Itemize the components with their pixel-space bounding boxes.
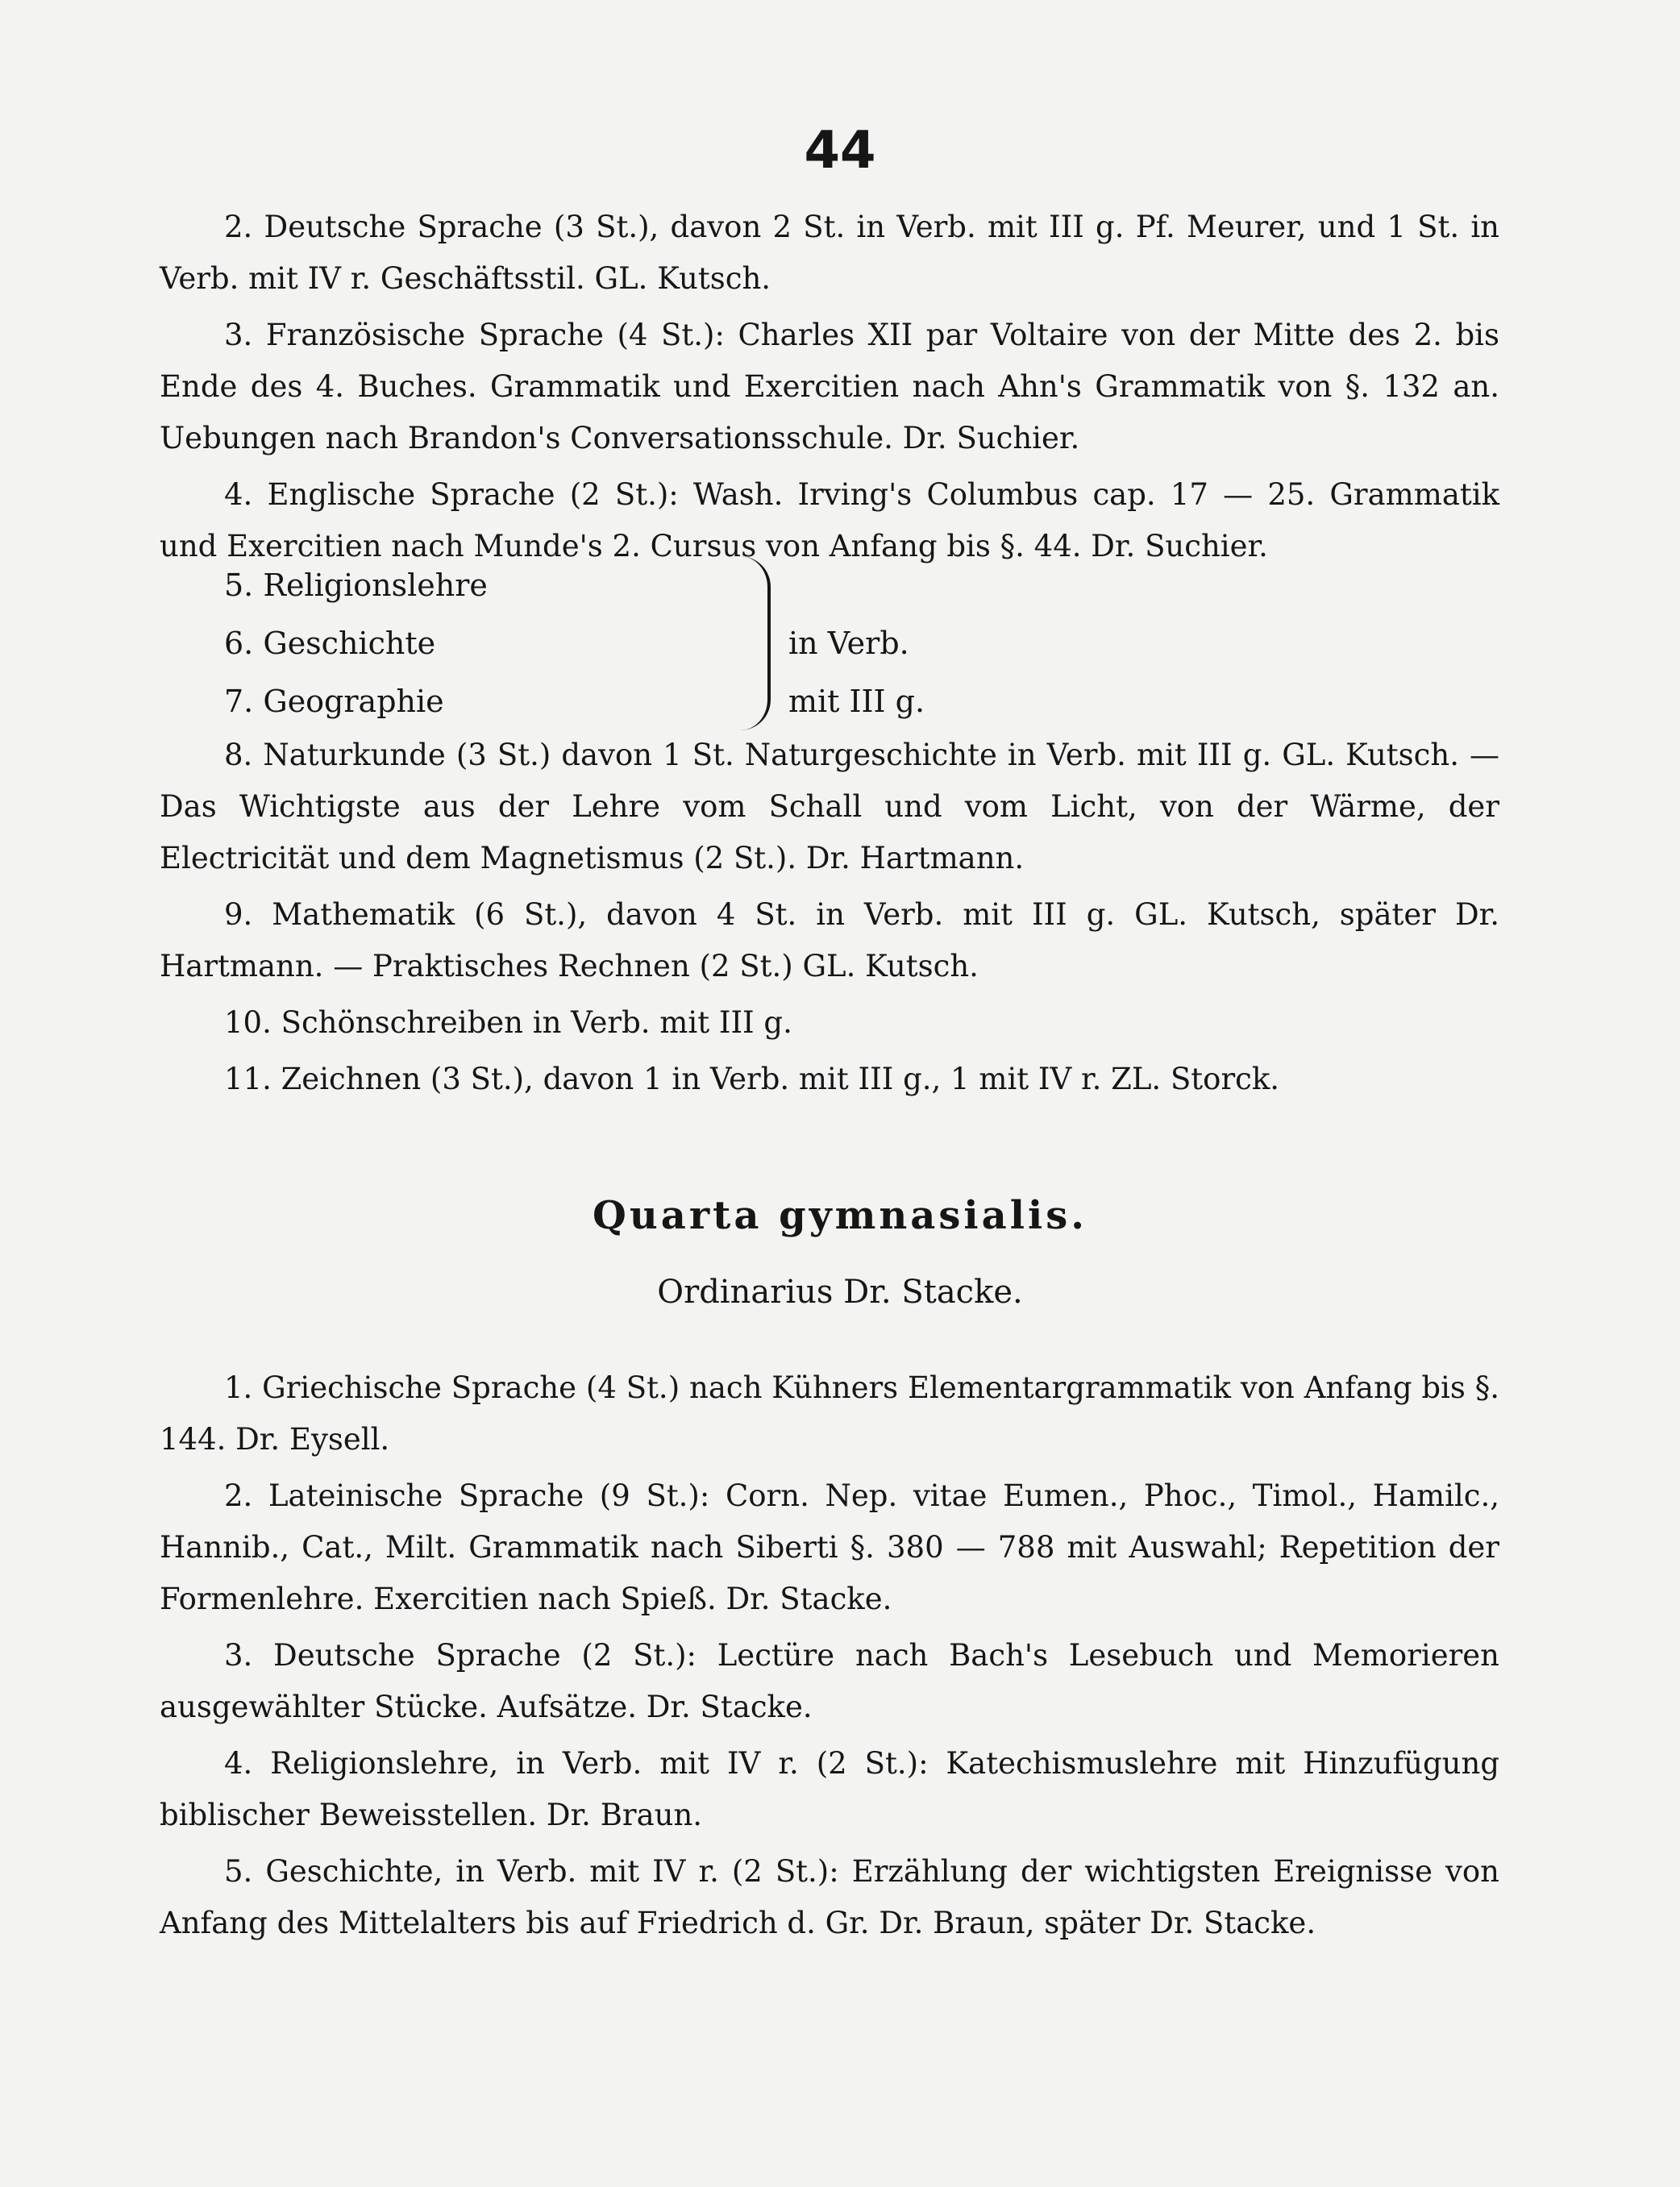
list-item: 7. Geographie — [224, 684, 444, 719]
list-item: 4. Englische Sprache (2 St.): Wash. Irving's Columbus cap. 17 — 25. Grammatik und Exercitien nach Munde's 2. Cursus von Anfang bis §. 44. Dr. Suchier. — [160, 477, 1499, 563]
list-item: 5. Geschichte, in Verb. mit IV r. (2 St.): Erzählung der wichtigsten Ereignisse von Anfang des Mittelalters bis auf Friedrich d. Gr. Dr. Braun, später Dr. Stacke. — [160, 1854, 1499, 1940]
list-item: 3. Französische Sprache (4 St.): Charles XII par Voltaire von der Mitte des 2. bis Ende des 4. Buches. Grammatik und Exercitien nach Ahn's Grammatik von §. 132 an. Uebungen nach Brandon's Conversationsschule. Dr. Suchier. — [160, 318, 1499, 455]
list-item: 11. Zeichnen (3 St.), davon 1 in Verb. mit III g., 1 mit IV r. ZL. Storck. — [224, 1062, 1280, 1096]
grouped-items — [160, 556, 966, 730]
page-number: 44 — [804, 121, 876, 181]
list-item: 3. Deutsche Sprache (2 St.): Lectüre nach Bach's Lesebuch und Memorieren ausgewählter Stücke. Aufsätze. Dr. Stacke. — [160, 1638, 1499, 1724]
list-item: 10. Schönschreiben in Verb. mit III g. — [224, 1005, 792, 1040]
list-item: 2. Lateinische Sprache (9 St.): Corn. Nep. vitae Eumen., Phoc., Timol., Hamilc., Hannib., Cat., Milt. Grammatik nach Siberti §. 380 — 788 mit Auswahl; Repetition der Formenlehre. Exercitien nach Spieß. Dr. Stacke. — [160, 1478, 1499, 1616]
list-item: 8. Naturkunde (3 St.) davon 1 St. Naturgeschichte in Verb. mit III g. GL. Kutsch. — Das Wichtigste aus der Lehre vom Schall und vom Licht, von der Wärme, der Electricität und dem Magnetismus (2 St.). Dr. Hartmann. — [160, 738, 1499, 875]
list-item: 6. Geschichte — [224, 626, 436, 661]
list-item: 9. Mathematik (6 St.), davon 4 St. in Verb. mit III g. GL. Kutsch, später Dr. Hartmann. — Praktisches Rechnen (2 St.) GL. Kutsch. — [160, 897, 1499, 983]
list-item: 4. Religionslehre, in Verb. mit IV r. (2 St.): Katechismuslehre mit Hinzufügung biblischer Beweisstellen. Dr. Braun. — [160, 1746, 1499, 1832]
list-item: 2. Deutsche Sprache (3 St.), davon 2 St. in Verb. mit III g. Pf. Meurer, und 1 St. in Verb. mit IV r. Geschäftsstil. GL. Kutsch. — [160, 210, 1499, 296]
section-heading: Quarta gymnasialis. — [593, 1193, 1087, 1238]
list-item: 1. Griechische Sprache (4 St.) nach Kühners Elementargrammatik von Anfang bis §. 144. Dr. Eysell. — [160, 1370, 1499, 1457]
middle-items — [160, 730, 1499, 1105]
list-item: 5. Religionslehre — [224, 568, 488, 603]
lower-items — [160, 1362, 1499, 1949]
brace-note: in Verb. mit III g. — [788, 626, 925, 719]
upper-items — [160, 202, 1499, 572]
brace-icon — [740, 556, 771, 730]
section-subheading: Ordinarius Dr. Stacke. — [657, 1274, 1023, 1311]
